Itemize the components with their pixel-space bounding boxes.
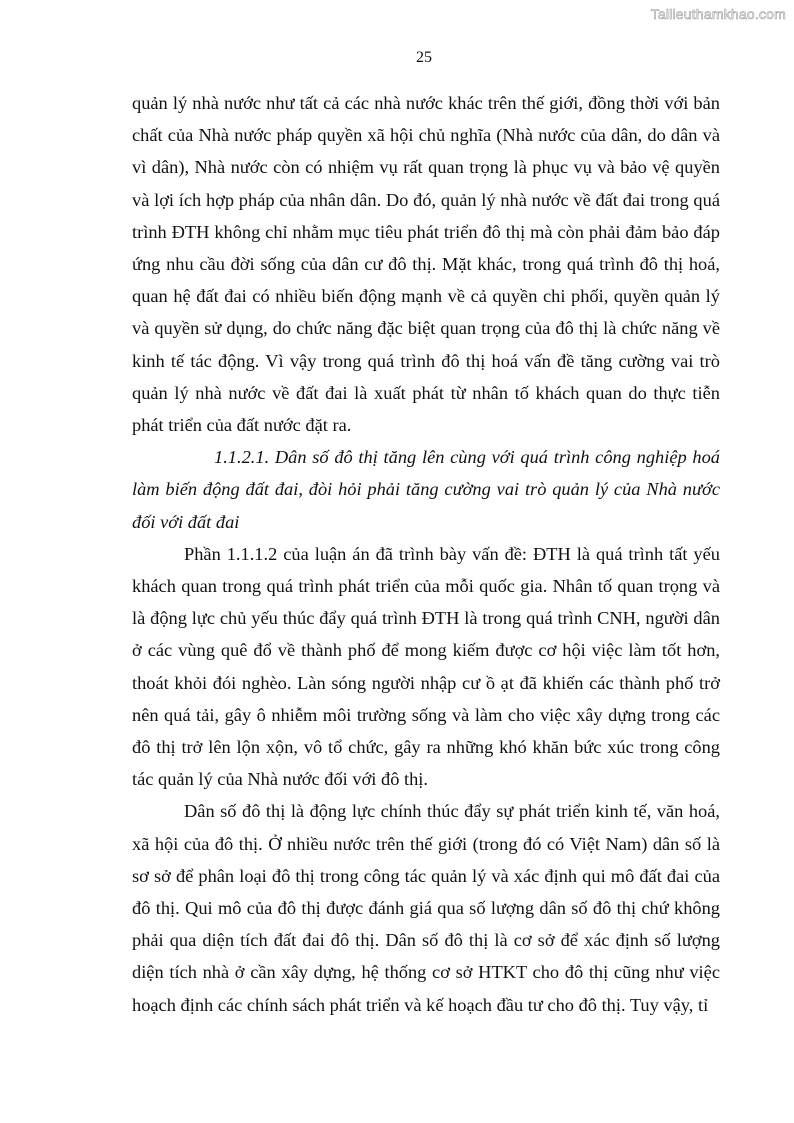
paragraph-continuation: quản lý nhà nước như tất cả các nhà nước khác trên thế giới, đồng thời với bản chất của Nhà nước pháp quyền xã hội chủ nghĩa (Nhà nước của dân, do dân và vì dân), Nhà nước còn có nhiệm vụ rất quan trọng là phục vụ và bảo vệ quyền và lợi ích hợp pháp của nhân dân. Do đó, quản lý nhà nước về đất đai trong quá trình ĐTH không chỉ nhằm mục tiêu phát triển đô thị mà còn phải đảm bảo đáp ứng nhu cầu đời sống của dân cư đô thị. Mặt khác, trong quá trình đô thị hoá, quan hệ đất đai có nhiều biến động mạnh về cả quyền chi phối, quyền quản lý và quyền sử dụng, do chức năng đặc biệt quan trọng của đô thị là chức năng về kinh tế tác động. Vì vậy trong quá trình đô thị hoá vấn đề tăng cường vai trò quản lý nhà nước về đất đai là xuất phát từ nhân tố khách quan do thực tiễn phát triển của đất nước đặt ra. [132,93,720,436]
paragraph-urbanization: Phần 1.1.1.2 của luận án đã trình bày vấn đề: ĐTH là quá trình tất yếu khách quan trong quá trình phát triển của mỗi quốc gia. Nhân tố quan trọng và là động lực chủ yếu thúc đẩy quá trình ĐTH là trong quá trình CNH, người dân ở các vùng quê đổ về thành phố để mong kiếm được cơ hội việc làm tốt hơn, thoát khỏi đói nghèo. Làn sóng người nhập cư ồ ạt đã khiến các thành phố trở nên quá tải, gây ô nhiễm môi trường sống và làm cho việc xây dựng trong các đô thị trở lên lộn xộn, vô tổ chức, gây ra những khó khăn bức xúc trong công tác quản lý của Nhà nước đối với đô thị. [132,543,720,790]
page-number: 25 [416,49,432,66]
paragraph-urban-population: Dân số đô thị là động lực chính thúc đẩy sự phát triển kinh tế, văn hoá, xã hội của đô thị. Ở nhiều nước trên thế giới (trong đó có Việt Nam) dân số là sơ sở để phân loại đô thị trong công tác quản lý và xác định qui mô đất đai của đô thị. Qui mô của đô thị được đánh giá qua số lượng dân số đô thị chứ không phải qua diện tích đất đai đô thị. Dân số đô thị là cơ sở để xác định số lượng diện tích nhà ở cần xây dựng, hệ thống cơ sở HTKT cho đô thị cũng như việc hoạch định các chính sách phát triển và kế hoạch đầu tư cho đô thị. Tuy vậy, tỉ [132,801,720,1015]
document-body [132,87,720,1021]
section-heading-1-1-2-1: 1.1.2.1. Dân số đô thị tăng lên cùng với quá trình công nghiệp hoá làm biến động đất đai, đòi hỏi phải tăng cường vai trò quản lý của Nhà nước đối với đất đai [132,447,720,532]
watermark: Tailieuthamkhao.com [650,6,786,22]
